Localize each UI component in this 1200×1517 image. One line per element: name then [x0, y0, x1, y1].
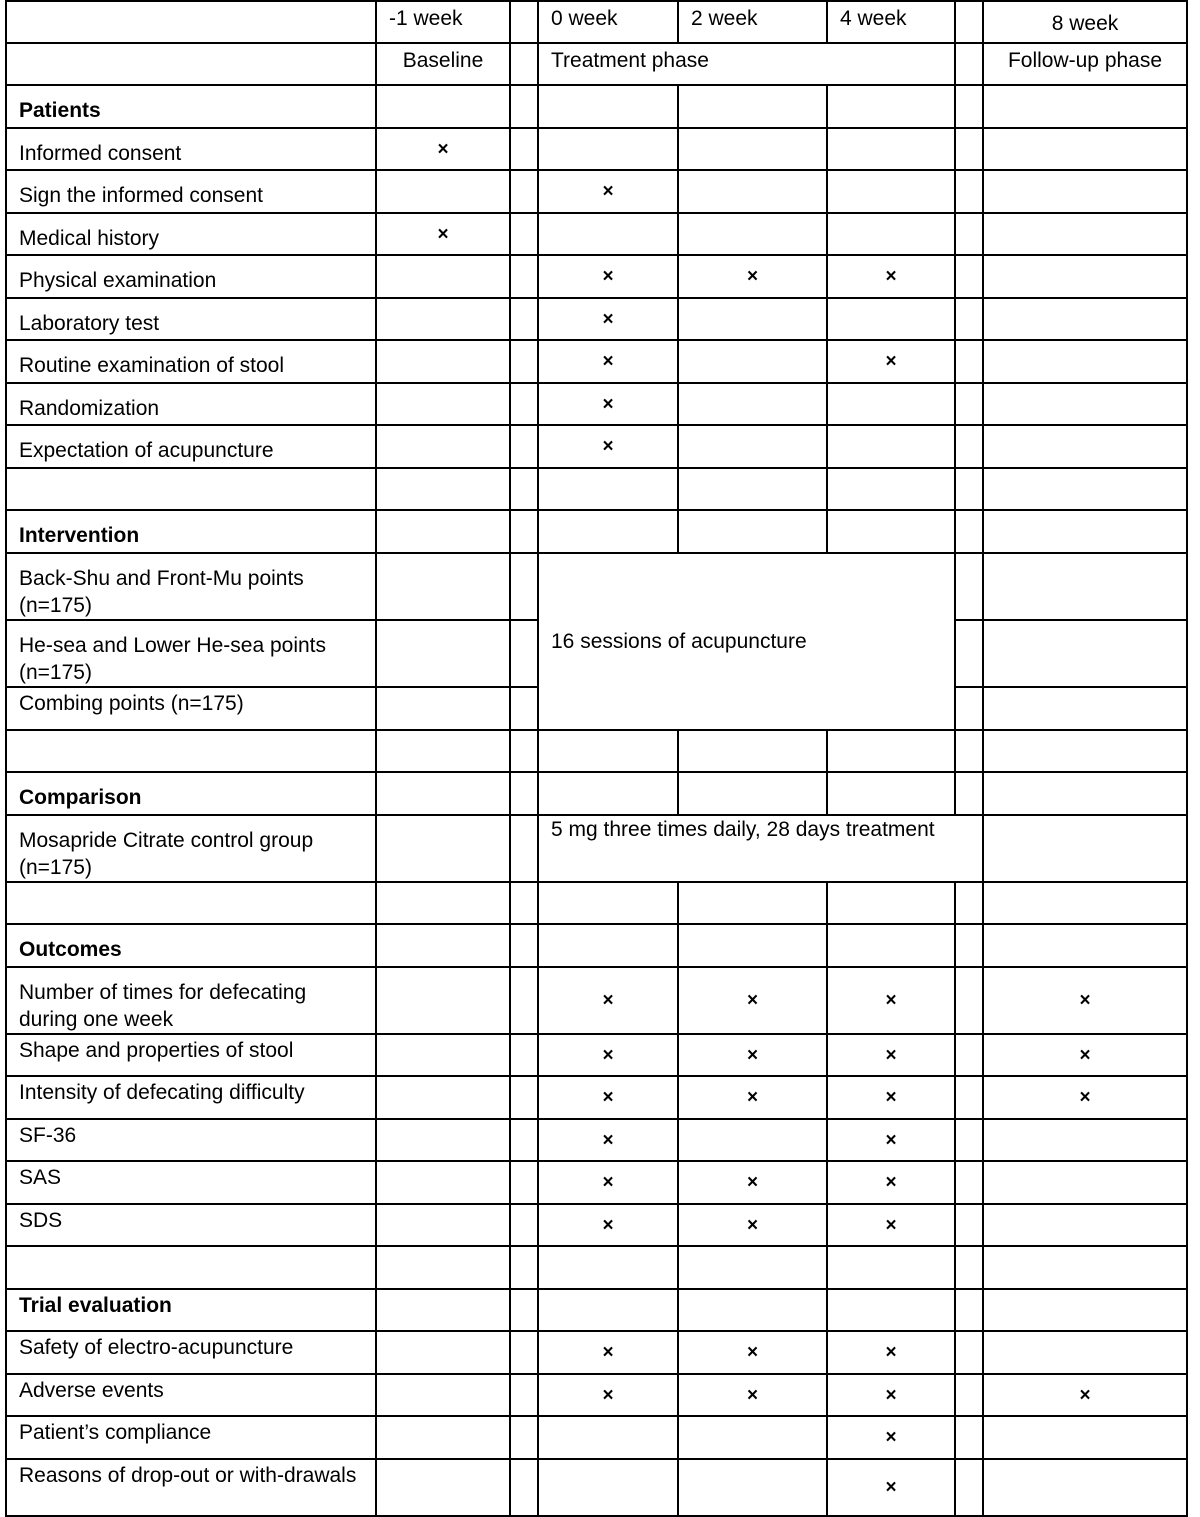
section-intervention: Intervention [6, 510, 376, 553]
cell [983, 1119, 1187, 1161]
cell [6, 468, 376, 510]
cell [510, 170, 538, 213]
cell [376, 170, 510, 213]
spacer-row [6, 882, 1187, 924]
check-mark: × [678, 1076, 827, 1119]
cell [955, 383, 983, 425]
header-gap [955, 1, 983, 43]
table-row [6, 1374, 1187, 1416]
cell [955, 553, 983, 620]
cell [983, 1246, 1187, 1289]
row-label: SAS [6, 1161, 376, 1204]
cell [678, 170, 827, 213]
check-mark: × [538, 255, 678, 298]
cell [376, 815, 510, 882]
cell [678, 298, 827, 340]
cell [376, 924, 510, 967]
cell [376, 967, 510, 1034]
check-mark: × [678, 1374, 827, 1416]
header-baseline: Baseline [376, 43, 510, 85]
check-mark: × [678, 255, 827, 298]
cell [510, 1161, 538, 1204]
table-row [6, 815, 1187, 882]
section-trial-evaluation: Trial evaluation [6, 1289, 376, 1331]
cell [510, 1119, 538, 1161]
check-mark: × [538, 340, 678, 383]
spacer-row [6, 730, 1187, 772]
cell [983, 1331, 1187, 1374]
cell [538, 730, 678, 772]
row-label: Medical history [6, 213, 376, 255]
cell [955, 1161, 983, 1204]
cell [955, 1246, 983, 1289]
cell [955, 687, 983, 730]
cell [955, 1204, 983, 1246]
check-mark: × [376, 128, 510, 170]
cell [510, 1416, 538, 1459]
table-row [6, 213, 1187, 255]
cell [983, 1204, 1187, 1246]
cell [955, 510, 983, 553]
check-mark: × [827, 1034, 955, 1076]
cell [376, 1161, 510, 1204]
table-row [6, 1331, 1187, 1374]
cell [983, 882, 1187, 924]
row-label: Physical examination [6, 255, 376, 298]
cell [510, 772, 538, 815]
section-comparison: Comparison [6, 772, 376, 815]
check-mark: × [538, 1331, 678, 1374]
header-row-weeks [6, 1, 1187, 43]
check-mark: × [538, 1119, 678, 1161]
intervention-sessions: 16 sessions of acupuncture [538, 553, 955, 730]
cell [510, 425, 538, 468]
cell [510, 468, 538, 510]
cell [376, 1076, 510, 1119]
row-label: Intensity of defecating difficulty [6, 1076, 376, 1119]
cell [510, 1331, 538, 1374]
check-mark: × [538, 170, 678, 213]
cell [983, 170, 1187, 213]
cell [983, 730, 1187, 772]
check-mark: × [827, 255, 955, 298]
cell [538, 772, 678, 815]
cell [376, 1204, 510, 1246]
table-row [6, 1034, 1187, 1076]
check-mark: × [538, 383, 678, 425]
check-mark: × [983, 1374, 1187, 1416]
cell [376, 620, 510, 687]
cell [955, 1034, 983, 1076]
cell [510, 85, 538, 128]
table-row [6, 255, 1187, 298]
cell [376, 468, 510, 510]
row-label: Patient’s compliance [6, 1416, 376, 1459]
cell [955, 1289, 983, 1331]
row-label: He-sea and Lower He-sea points (n=175) [6, 620, 376, 687]
row-label: SDS [6, 1204, 376, 1246]
cell [510, 620, 538, 687]
cell [983, 1416, 1187, 1459]
section-row [6, 510, 1187, 553]
cell [678, 213, 827, 255]
cell [510, 255, 538, 298]
cell [510, 383, 538, 425]
header-row-phases [6, 43, 1187, 85]
cell [955, 967, 983, 1034]
check-mark: × [678, 967, 827, 1034]
header-gap [510, 1, 538, 43]
section-row [6, 772, 1187, 815]
cell [955, 1076, 983, 1119]
trial-schedule-table [5, 0, 1188, 1517]
check-mark: × [678, 1331, 827, 1374]
cell [955, 620, 983, 687]
cell [376, 882, 510, 924]
cell [827, 383, 955, 425]
cell [510, 687, 538, 730]
cell [678, 882, 827, 924]
cell [955, 85, 983, 128]
cell [376, 340, 510, 383]
check-mark: × [827, 1076, 955, 1119]
cell [678, 1289, 827, 1331]
cell [955, 298, 983, 340]
cell [376, 730, 510, 772]
cell [538, 1246, 678, 1289]
check-mark: × [538, 1374, 678, 1416]
cell [510, 1076, 538, 1119]
cell [955, 1331, 983, 1374]
cell [538, 85, 678, 128]
row-label: Expectation of acupuncture [6, 425, 376, 468]
cell [510, 128, 538, 170]
cell [510, 1246, 538, 1289]
cell [827, 298, 955, 340]
check-mark: × [538, 425, 678, 468]
row-label: Number of times for defecating during one week [6, 967, 376, 1034]
cell [955, 772, 983, 815]
row-label: Combing points (n=175) [6, 687, 376, 730]
cell [955, 1374, 983, 1416]
section-row [6, 85, 1187, 128]
cell [827, 772, 955, 815]
check-mark: × [827, 1416, 955, 1459]
cell [955, 425, 983, 468]
check-mark: × [983, 967, 1187, 1034]
header-corner [6, 1, 376, 43]
cell [376, 1034, 510, 1076]
cell [538, 510, 678, 553]
cell [678, 383, 827, 425]
cell [983, 425, 1187, 468]
cell [827, 128, 955, 170]
row-label: Laboratory test [6, 298, 376, 340]
check-mark: × [827, 1204, 955, 1246]
cell [983, 1161, 1187, 1204]
cell [376, 425, 510, 468]
cell [510, 1374, 538, 1416]
cell [538, 1289, 678, 1331]
cell [955, 882, 983, 924]
cell [376, 510, 510, 553]
cell [678, 730, 827, 772]
cell [376, 1119, 510, 1161]
header-8-week: 8 week [983, 1, 1187, 43]
check-mark: × [827, 340, 955, 383]
cell [510, 924, 538, 967]
check-mark: × [538, 298, 678, 340]
check-mark: × [983, 1076, 1187, 1119]
cell [376, 1289, 510, 1331]
cell [983, 924, 1187, 967]
cell [983, 255, 1187, 298]
check-mark: × [827, 1161, 955, 1204]
cell [510, 730, 538, 772]
section-row [6, 924, 1187, 967]
table-row [6, 553, 1187, 620]
table-row [6, 425, 1187, 468]
cell [510, 340, 538, 383]
cell [955, 213, 983, 255]
check-mark: × [538, 967, 678, 1034]
table-row [6, 383, 1187, 425]
row-label: Informed consent [6, 128, 376, 170]
cell [955, 340, 983, 383]
cell [510, 815, 538, 882]
check-mark: × [827, 1119, 955, 1161]
check-mark: × [827, 1459, 955, 1516]
cell [678, 1246, 827, 1289]
cell [955, 924, 983, 967]
cell [955, 128, 983, 170]
table-row [6, 1204, 1187, 1246]
cell [538, 128, 678, 170]
cell [678, 772, 827, 815]
cell [678, 425, 827, 468]
table-row [6, 967, 1187, 1034]
cell [510, 510, 538, 553]
row-label: Mosapride Citrate control group (n=175) [6, 815, 376, 882]
cell [983, 213, 1187, 255]
section-patients: Patients [6, 85, 376, 128]
header-4-week: 4 week [827, 1, 955, 43]
cell [955, 730, 983, 772]
cell [955, 170, 983, 213]
cell [827, 1289, 955, 1331]
table-row [6, 170, 1187, 213]
check-mark: × [827, 967, 955, 1034]
table-row [6, 1119, 1187, 1161]
cell [678, 924, 827, 967]
cell [983, 85, 1187, 128]
header-treatment-phase: Treatment phase [538, 43, 955, 85]
section-row [6, 1289, 1187, 1331]
cell [510, 882, 538, 924]
row-label: Routine examination of stool [6, 340, 376, 383]
cell [983, 340, 1187, 383]
cell [538, 213, 678, 255]
cell [827, 425, 955, 468]
table-row [6, 1161, 1187, 1204]
cell [376, 1374, 510, 1416]
cell [678, 1416, 827, 1459]
cell [827, 170, 955, 213]
header-gap [955, 43, 983, 85]
cell [510, 553, 538, 620]
cell [538, 882, 678, 924]
row-label: Reasons of drop-out or with-drawals [6, 1459, 376, 1516]
cell [827, 85, 955, 128]
cell [827, 468, 955, 510]
cell [376, 298, 510, 340]
cell [678, 510, 827, 553]
check-mark: × [678, 1034, 827, 1076]
comparison-dosage: 5 mg three times daily, 28 days treatment [538, 815, 983, 882]
table-row [6, 128, 1187, 170]
cell [955, 255, 983, 298]
cell [983, 1289, 1187, 1331]
header-0-week: 0 week [538, 1, 678, 43]
check-mark: × [827, 1331, 955, 1374]
cell [955, 1416, 983, 1459]
cell [510, 213, 538, 255]
check-mark: × [538, 1034, 678, 1076]
row-label: Sign the informed consent [6, 170, 376, 213]
row-label: Randomization [6, 383, 376, 425]
cell [983, 298, 1187, 340]
cell [983, 553, 1187, 620]
check-mark: × [678, 1204, 827, 1246]
cell [983, 772, 1187, 815]
cell [983, 510, 1187, 553]
check-mark: × [538, 1161, 678, 1204]
check-mark: × [678, 1161, 827, 1204]
cell [678, 85, 827, 128]
check-mark: × [983, 1034, 1187, 1076]
header-gap [510, 43, 538, 85]
cell [827, 882, 955, 924]
cell [510, 1289, 538, 1331]
cell [983, 815, 1187, 882]
cell [678, 340, 827, 383]
cell [538, 1416, 678, 1459]
cell [827, 213, 955, 255]
cell [827, 1246, 955, 1289]
cell [376, 687, 510, 730]
spacer-row [6, 1246, 1187, 1289]
row-label: SF-36 [6, 1119, 376, 1161]
cell [376, 772, 510, 815]
cell [510, 967, 538, 1034]
check-mark: × [538, 1076, 678, 1119]
row-label: Shape and properties of stool [6, 1034, 376, 1076]
header-corner [6, 43, 376, 85]
table-row [6, 340, 1187, 383]
row-label: Adverse events [6, 1374, 376, 1416]
cell [827, 510, 955, 553]
cell [376, 383, 510, 425]
cell [510, 1034, 538, 1076]
cell [827, 730, 955, 772]
cell [983, 687, 1187, 730]
cell [376, 1246, 510, 1289]
cell [983, 128, 1187, 170]
cell [678, 1119, 827, 1161]
cell [376, 553, 510, 620]
cell [376, 1331, 510, 1374]
cell [955, 1119, 983, 1161]
cell [983, 468, 1187, 510]
spacer-row [6, 468, 1187, 510]
cell [376, 255, 510, 298]
cell [510, 298, 538, 340]
cell [983, 620, 1187, 687]
cell [6, 882, 376, 924]
header-minus1-week: -1 week [376, 1, 510, 43]
cell [376, 85, 510, 128]
check-mark: × [376, 213, 510, 255]
cell [6, 730, 376, 772]
cell [983, 383, 1187, 425]
header-2-week: 2 week [678, 1, 827, 43]
cell [827, 924, 955, 967]
section-outcomes: Outcomes [6, 924, 376, 967]
row-label: Safety of electro-acupuncture [6, 1331, 376, 1374]
cell [678, 128, 827, 170]
cell [6, 1246, 376, 1289]
cell [510, 1204, 538, 1246]
table-row [6, 1416, 1187, 1459]
check-mark: × [827, 1374, 955, 1416]
row-label: Back-Shu and Front-Mu points (n=175) [6, 553, 376, 620]
cell [376, 1416, 510, 1459]
table-row [6, 1076, 1187, 1119]
cell [955, 468, 983, 510]
cell [538, 924, 678, 967]
cell [538, 468, 678, 510]
table-row [6, 298, 1187, 340]
header-followup-phase: Follow-up phase [983, 43, 1187, 85]
check-mark: × [538, 1204, 678, 1246]
cell [678, 468, 827, 510]
